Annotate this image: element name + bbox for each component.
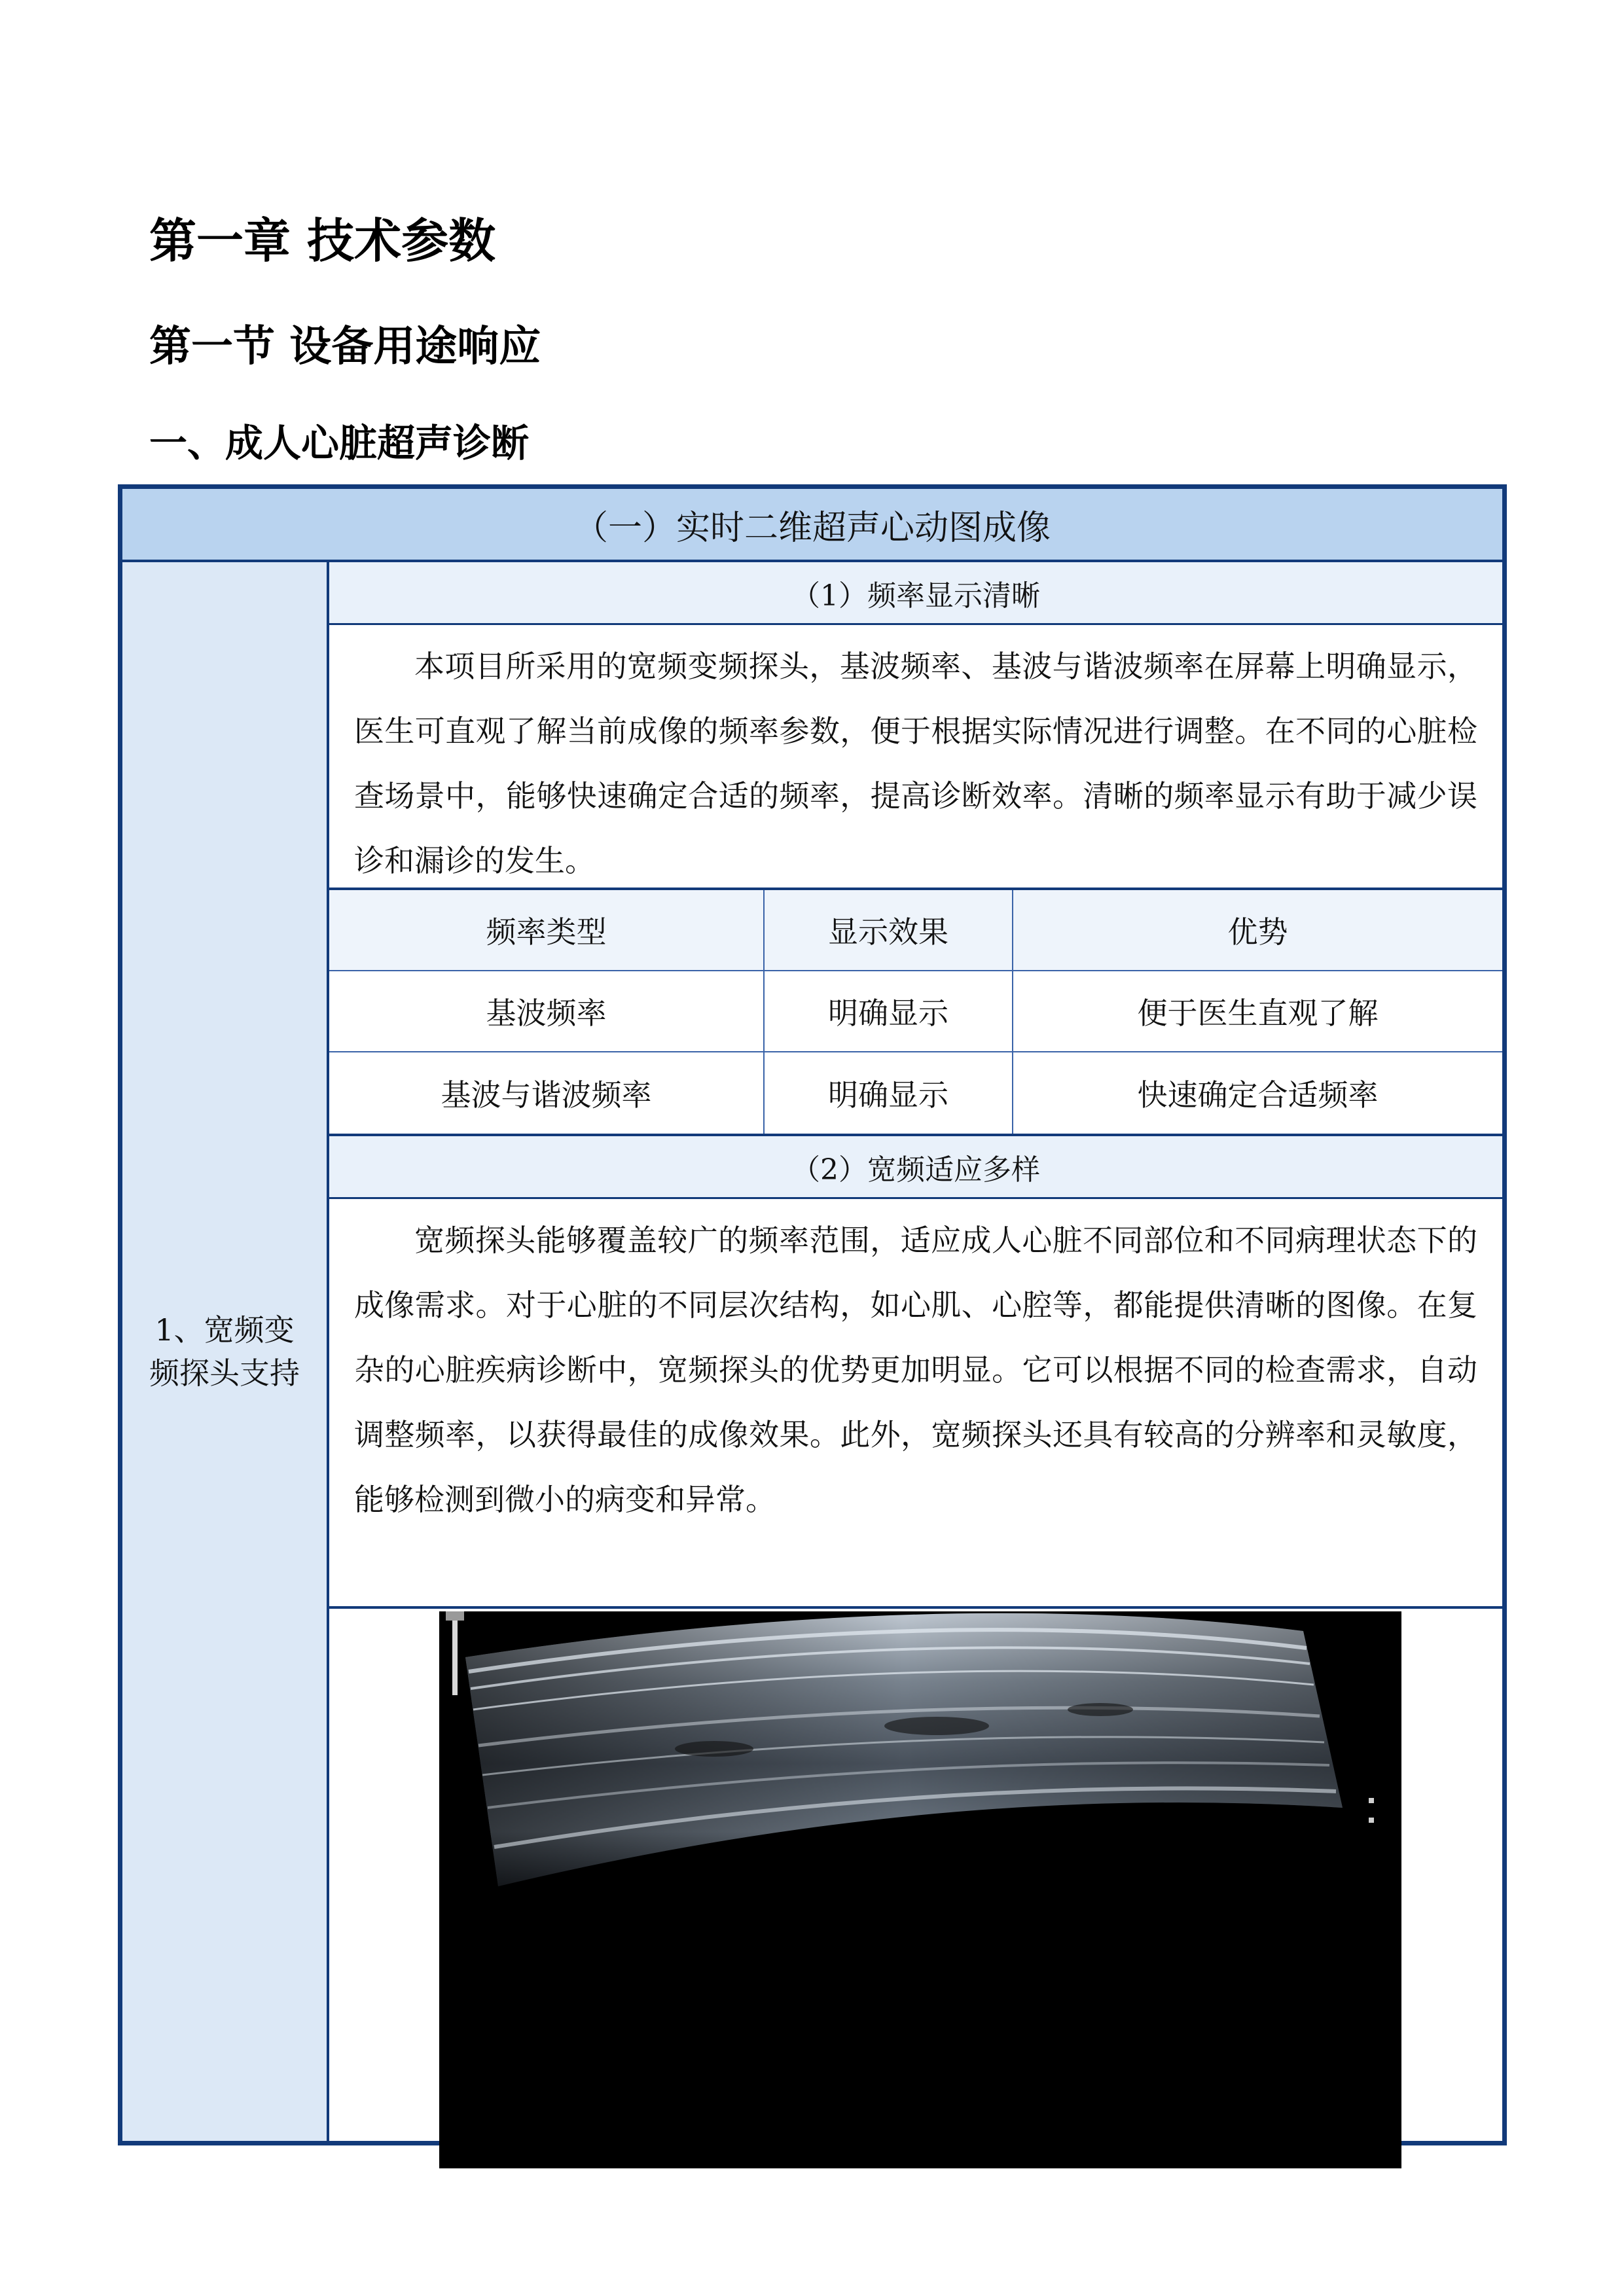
table-cell: 快速确定合适频率 (1137, 1077, 1379, 1113)
table-cell: 明确显示 (765, 971, 1013, 1051)
table-cell: 基波频率 (329, 971, 765, 1051)
parameter-table (118, 484, 1507, 2145)
column-header-frequency-type: 频率类型 (329, 890, 765, 970)
ultrasound-image-cell (329, 1609, 1502, 2141)
column-header-display-effect: 显示效果 (765, 890, 1013, 970)
row-label-cell (122, 562, 329, 2141)
section-title: 第一节 设备用途响应 (149, 323, 541, 371)
table-row (329, 1052, 1502, 1134)
frequency-table (329, 890, 1502, 1136)
ultrasound-image (439, 1611, 1401, 2168)
column-header-advantage: 优势 (1227, 914, 1288, 950)
table-cell: 基波与谐波频率 (329, 1052, 765, 1134)
subsection-title: 一、成人心脏超声诊断 (149, 421, 530, 465)
content-column (329, 562, 1502, 2141)
table-cell: 便于医生直观了解 (1137, 996, 1379, 1031)
table-cell: 明确显示 (765, 1052, 1013, 1134)
part1-paragraph: 本项目所采用的宽频变频探头，基波频率、基波与谐波频率在屏幕上明确显示，医生可直观了解当前成像的频率参数，便于根据实际情况进行调整。在不同的心脏检查场景中，能够快速确定合适的频率，提高诊断效率。清晰的频率显示有助于减少误诊和漏诊的发生。 (329, 625, 1502, 890)
table-row (329, 971, 1502, 1052)
table-main-header: （一）实时二维超声心动图成像 (122, 489, 1502, 562)
chapter-title: 第一章 技术参数 (149, 213, 496, 268)
part2-header: （2）宽频适应多样 (329, 1136, 1502, 1199)
part2-paragraph: 宽频探头能够覆盖较广的频率范围，适应成人心脏不同部位和不同病理状态下的成像需求。对于心脏的不同层次结构，如心肌、心腔等，都能提供清晰的图像。在复杂的心脏疾病诊断中，宽频探头的优势更加明显。它可以根据不同的检查需求，自动调整频率，以获得最佳的成像效果。此外，宽频探头还具有较高的分辨率和灵敏度，能够检测到微小的病变和异常。 (329, 1199, 1502, 1609)
frequency-table-header-row (329, 890, 1502, 971)
row-label: 1、宽频变频探头支持 (149, 1312, 300, 1391)
part1-header: （1）频率显示清晰 (329, 562, 1502, 625)
